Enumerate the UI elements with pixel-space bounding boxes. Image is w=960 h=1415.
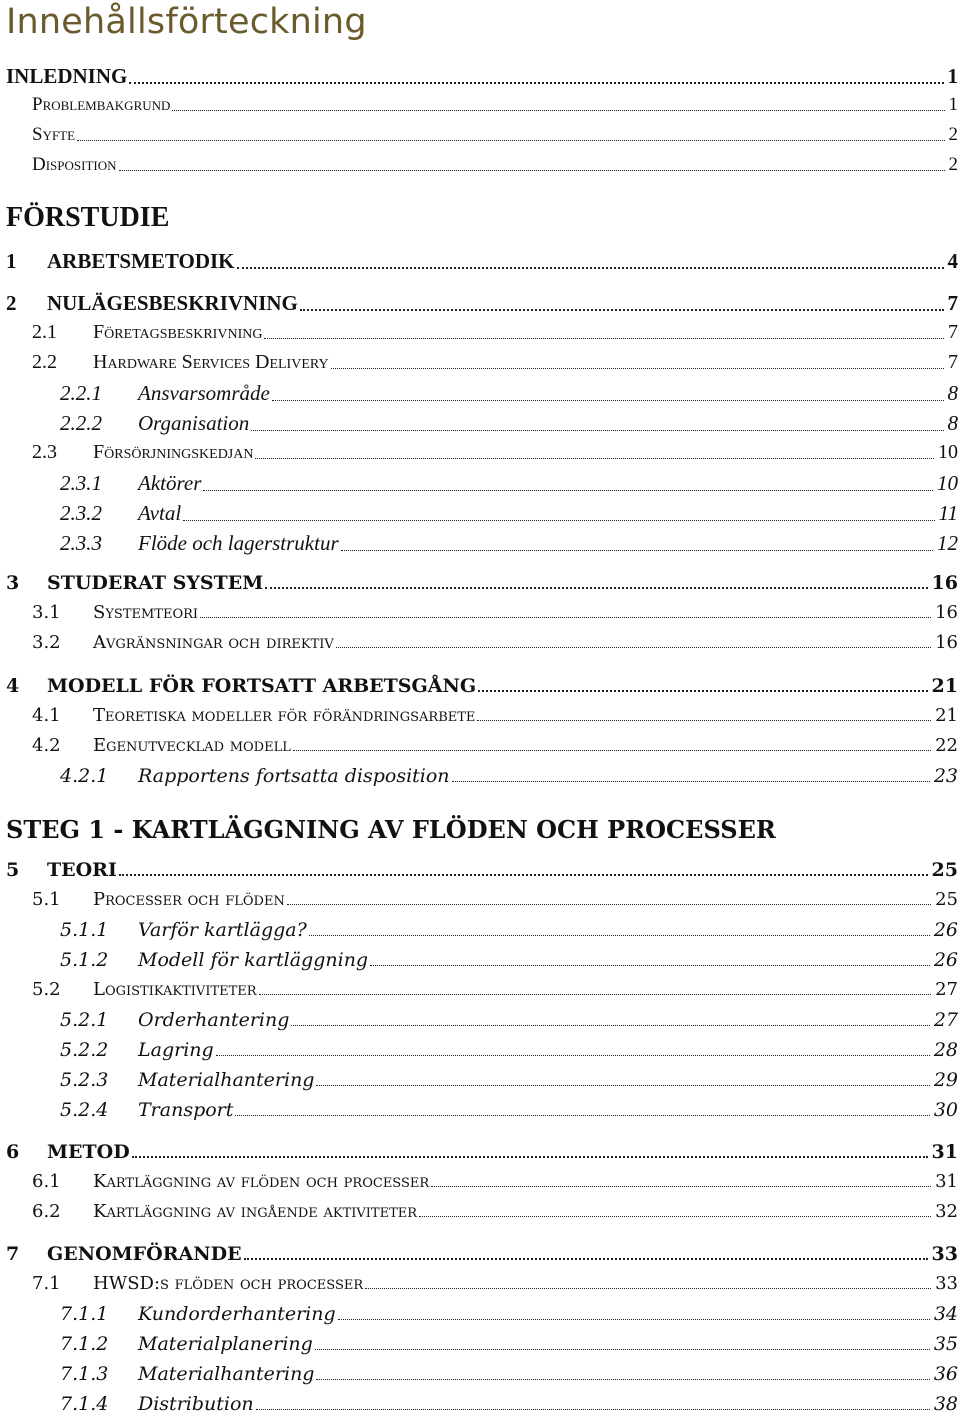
toc-entry-number: 7.1.3 <box>60 1363 109 1385</box>
toc-entry[interactable] <box>0 602 958 623</box>
toc-entry[interactable] <box>0 501 958 526</box>
toc-entry-number: 2.1 <box>32 321 57 343</box>
toc-entry[interactable] <box>0 321 958 344</box>
toc-entry-number: 5.2.4 <box>60 1099 109 1121</box>
toc-entry-page-number: 8 <box>947 411 958 435</box>
toc-entry-title: HWSD:s flöden och processer <box>93 1273 364 1294</box>
toc-entry-number: 6 <box>6 1141 20 1163</box>
toc-entry-page-number: 1 <box>947 64 958 88</box>
toc-entry-title: Företagsbeskrivning <box>93 321 263 343</box>
toc-entry[interactable] <box>0 1363 958 1385</box>
toc-entry-number: 3.1 <box>32 602 61 623</box>
toc-entry-title: Systemteori <box>93 602 199 623</box>
toc-entry[interactable] <box>0 675 958 697</box>
toc-entry-title: NULÄGESBESKRIVNING <box>47 291 298 315</box>
toc-entry-page-number: 8 <box>947 381 958 405</box>
toc-entry-page-number: 34 <box>933 1303 958 1325</box>
toc-entry-page-number: 21 <box>931 675 958 697</box>
toc-entry-page-number: 16 <box>935 602 958 623</box>
toc-entry[interactable] <box>0 94 958 116</box>
toc-entry-page-number: 38 <box>933 1393 958 1415</box>
toc-entry-page-number: 16 <box>931 572 958 594</box>
toc-leader-dots <box>170 94 946 116</box>
toc-entry[interactable] <box>0 291 958 316</box>
toc-leader-dots <box>254 1393 932 1415</box>
toc-entry-page-number: 36 <box>933 1363 958 1385</box>
toc-leader-dots <box>289 1009 931 1031</box>
toc-leader-dots <box>117 859 930 881</box>
toc-entry[interactable] <box>0 735 958 756</box>
toc-entry-number: 2.2.2 <box>60 411 102 435</box>
toc-leader-dots <box>298 291 946 316</box>
toc-entry[interactable] <box>0 765 958 787</box>
toc-entry-title: Aktörer <box>138 471 202 495</box>
toc-entry-number: 2.2.1 <box>60 381 102 405</box>
toc-leader-dots <box>249 411 945 436</box>
toc-entry-number: 2.3.2 <box>60 501 102 525</box>
toc-entry[interactable] <box>0 1099 958 1121</box>
toc-leader-dots <box>307 919 932 941</box>
toc-entry-page-number: 7 <box>947 291 958 315</box>
toc-entry-page-number: 7 <box>948 321 958 343</box>
toc-entry[interactable] <box>0 1303 958 1325</box>
toc-entry[interactable] <box>0 1333 958 1355</box>
toc-entry[interactable] <box>0 411 958 436</box>
toc-leader-dots <box>214 1039 932 1061</box>
toc-leader-dots <box>242 1243 930 1265</box>
toc-entry-page-number: 25 <box>931 859 958 881</box>
toc-entry-number: 6.2 <box>32 1201 61 1222</box>
toc-leader-dots <box>117 154 947 176</box>
toc-entry-page-number: 29 <box>933 1069 958 1091</box>
toc-entry-number: 4 <box>6 675 20 697</box>
toc-entry-number: 5 <box>6 859 20 881</box>
toc-entry-number: 2.3 <box>32 441 57 463</box>
toc-entry-title: Materialhantering <box>138 1069 315 1091</box>
toc-leader-dots <box>262 321 946 344</box>
toc-entry[interactable] <box>0 1201 958 1222</box>
toc-entry-title: Syfte <box>32 124 76 145</box>
toc-entry-number: 6.1 <box>32 1171 61 1192</box>
toc-entry-title: Materialplanering <box>138 1333 313 1355</box>
toc-entry-number: 2.2 <box>32 351 57 373</box>
toc-entry-page-number: 32 <box>935 1201 958 1222</box>
toc-entry-title: Organisation <box>138 411 250 435</box>
toc-entry-number: 7.1.1 <box>60 1303 109 1325</box>
toc-entry-number: 5.2.3 <box>60 1069 109 1091</box>
toc-entry-title: Disposition <box>32 154 117 175</box>
toc-leader-dots <box>235 249 946 274</box>
toc-entry-number: 5.1 <box>32 889 61 910</box>
toc-entry-title: GENOMFÖRANDE <box>47 1243 242 1265</box>
toc-leader-dots <box>475 705 933 726</box>
toc-entry-page-number: 33 <box>935 1273 958 1294</box>
toc-entry-page-number: 1 <box>948 94 958 115</box>
toc-entry-page-number: 30 <box>933 1099 958 1121</box>
toc-entry-number: 7.1.4 <box>60 1393 109 1415</box>
toc-entry-title: FÖRSTUDIE <box>6 202 170 233</box>
toc-leader-dots <box>450 765 932 787</box>
toc-entry-title: Lagring <box>138 1039 214 1061</box>
toc-entry-page-number: 28 <box>933 1039 958 1061</box>
toc-entry[interactable] <box>0 889 958 910</box>
toc-entry[interactable] <box>0 124 958 146</box>
toc-entry-title: Logistikaktiviteter <box>93 979 257 1000</box>
toc-entry-page-number: 10 <box>938 441 958 463</box>
toc-entry-number: 1 <box>6 249 17 273</box>
toc-entry[interactable] <box>0 979 958 1000</box>
toc-entry-page-number: 27 <box>933 1009 958 1031</box>
toc-entry-number: 4.1 <box>32 705 61 726</box>
toc-entry-page-number: 25 <box>935 889 958 910</box>
toc-entry-number: 7.1.2 <box>60 1333 109 1355</box>
toc-entry-title: Modell för kartläggning <box>138 949 369 971</box>
toc-entry-title: Kundorderhantering <box>138 1303 336 1325</box>
toc-leader-dots <box>368 949 932 971</box>
toc-entry-number: 7 <box>6 1243 20 1265</box>
toc-entry[interactable] <box>0 154 958 176</box>
toc-leader-dots <box>75 124 946 146</box>
toc-entry-page-number: 10 <box>937 471 958 495</box>
toc-entry-title: Flöde och lagerstruktur <box>138 531 339 555</box>
toc-entry-page-number: 26 <box>933 949 958 971</box>
toc-entry-number: 5.2.2 <box>60 1039 109 1061</box>
toc-entry-title: Hardware Services Delivery <box>93 351 329 373</box>
toc-entry[interactable] <box>0 1009 958 1031</box>
toc-leader-dots <box>314 1363 931 1385</box>
toc-entry-title: Transport <box>138 1099 234 1121</box>
toc-entry-title: STUDERAT SYSTEM <box>47 572 264 594</box>
toc-entry-title: Problembakgrund <box>32 94 171 115</box>
toc-leader-dots <box>329 351 946 374</box>
toc-entry-title: ARBETSMETODIK <box>47 249 235 273</box>
toc-entry[interactable] <box>0 815 958 844</box>
toc-leader-dots <box>130 1141 930 1163</box>
toc-entry[interactable] <box>0 1039 958 1061</box>
toc-entry-number: 5.2 <box>32 979 61 1000</box>
toc-entry-number: 2 <box>6 291 17 315</box>
toc-entry-page-number: 31 <box>935 1171 958 1192</box>
toc-leader-dots <box>270 381 946 406</box>
toc-entry[interactable] <box>0 859 958 881</box>
toc-entry[interactable] <box>0 441 958 464</box>
toc-entry-title: Kartläggning av ingående aktiviteter <box>93 1201 418 1222</box>
toc-entry[interactable] <box>0 1141 958 1163</box>
toc-entry[interactable] <box>0 1393 958 1415</box>
toc-entry-title: Avtal <box>138 501 182 525</box>
toc-entry[interactable] <box>0 1273 958 1294</box>
toc-entry[interactable] <box>0 351 958 374</box>
toc-entry-number: 7.1 <box>32 1273 61 1294</box>
toc-entry-number: 2.3.3 <box>60 531 102 555</box>
toc-entry-page-number: 4 <box>947 249 958 273</box>
toc-entry[interactable] <box>0 949 958 971</box>
toc-entry[interactable] <box>0 919 958 941</box>
toc-entry[interactable] <box>0 381 958 406</box>
toc-entry-number: 3 <box>6 572 20 594</box>
toc-entry-title: Processer och flöden <box>93 889 285 910</box>
toc-entry[interactable] <box>0 572 958 594</box>
toc-leader-dots <box>339 531 935 556</box>
toc-entry[interactable] <box>0 202 958 234</box>
toc-entry-title: Orderhantering <box>138 1009 290 1031</box>
toc-entry-title: Försörjningskedjan <box>93 441 254 463</box>
toc-entry-page-number: 27 <box>935 979 958 1000</box>
toc-entry-page-number: 26 <box>933 919 958 941</box>
toc-leader-dots <box>417 1201 933 1222</box>
toc-leader-dots <box>127 64 945 89</box>
toc-leader-dots <box>198 602 933 623</box>
toc-leader-dots <box>263 572 929 594</box>
toc-entry-number: 5.2.1 <box>60 1009 109 1031</box>
toc-entry-number: 2.3.1 <box>60 471 102 495</box>
toc-entry-page-number: 33 <box>931 1243 958 1265</box>
toc-entry-title: METOD <box>47 1141 130 1163</box>
toc-entry-page-number: 2 <box>948 154 958 175</box>
toc-entry-page-number: 21 <box>935 705 958 726</box>
toc-entry-number: 4.2 <box>32 735 61 756</box>
toc-entry-title: Egenutvecklad modell <box>93 735 291 756</box>
toc-entry-title: STEG 1 - KARTLÄGGNING AV FLÖDEN OCH PROCESSER <box>6 815 776 844</box>
toc-entry-page-number: 12 <box>937 531 958 555</box>
toc-entry-number: 5.1.1 <box>60 919 109 941</box>
toc-entry-page-number: 35 <box>933 1333 958 1355</box>
toc-leader-dots <box>363 1273 933 1294</box>
toc-leader-dots <box>314 1069 931 1091</box>
toc-leader-dots <box>285 889 933 910</box>
toc-leader-dots <box>429 1171 933 1192</box>
toc-entry-page-number: 11 <box>938 501 958 525</box>
page-title: Innehållsförteckning <box>6 2 367 42</box>
toc-leader-dots <box>336 1303 932 1325</box>
toc-entry-page-number: 31 <box>931 1141 958 1163</box>
toc-entry-title: TEORI <box>47 859 117 881</box>
toc-entry-title: MODELL FÖR FORTSATT ARBETSGÅNG <box>47 675 477 697</box>
toc-entry-number: 4.2.1 <box>60 765 109 787</box>
toc-entry-page-number: 16 <box>935 632 958 653</box>
toc-entry-title: Varför kartlägga? <box>138 919 307 941</box>
toc-entry-page-number: 22 <box>935 735 958 756</box>
toc-entry[interactable] <box>0 471 958 496</box>
toc-entry-title: Rapportens fortsatta disposition <box>138 765 450 787</box>
toc-leader-dots <box>181 501 936 526</box>
toc-entry-title: Distribution <box>138 1393 254 1415</box>
toc-entry-number: 3.2 <box>32 632 61 653</box>
toc-entry-title: Teoretiska modeller för förändringsarbete <box>93 705 476 726</box>
toc-entry[interactable] <box>0 249 958 274</box>
toc-leader-dots <box>334 632 933 653</box>
toc-entry-title: Kartläggning av flöden och processer <box>93 1171 430 1192</box>
toc-entry-page-number: 2 <box>948 124 958 145</box>
toc-entry[interactable] <box>0 64 958 89</box>
toc-entry-page-number: 7 <box>948 351 958 373</box>
toc-entry[interactable] <box>0 1243 958 1265</box>
toc-entry-title: INLEDNING <box>6 64 128 88</box>
toc-entry-number: 5.1.2 <box>60 949 109 971</box>
toc-leader-dots <box>291 735 933 756</box>
toc-leader-dots <box>313 1333 932 1355</box>
toc-entry[interactable] <box>0 1069 958 1091</box>
toc-entry[interactable] <box>0 705 958 726</box>
toc-entry[interactable] <box>0 531 958 556</box>
toc-leader-dots <box>253 441 936 464</box>
toc-entry-title: Ansvarsområde <box>138 381 270 405</box>
toc-leader-dots <box>257 979 934 1000</box>
toc-entry[interactable] <box>0 632 958 653</box>
toc-entry-title: Avgränsningar och direktiv <box>93 632 334 653</box>
toc-entry-title: Materialhantering <box>138 1363 315 1385</box>
toc-leader-dots <box>233 1099 931 1121</box>
toc-leader-dots <box>476 675 929 697</box>
toc-leader-dots <box>201 471 935 496</box>
toc-entry[interactable] <box>0 1171 958 1192</box>
toc-entry-page-number: 23 <box>933 765 958 787</box>
